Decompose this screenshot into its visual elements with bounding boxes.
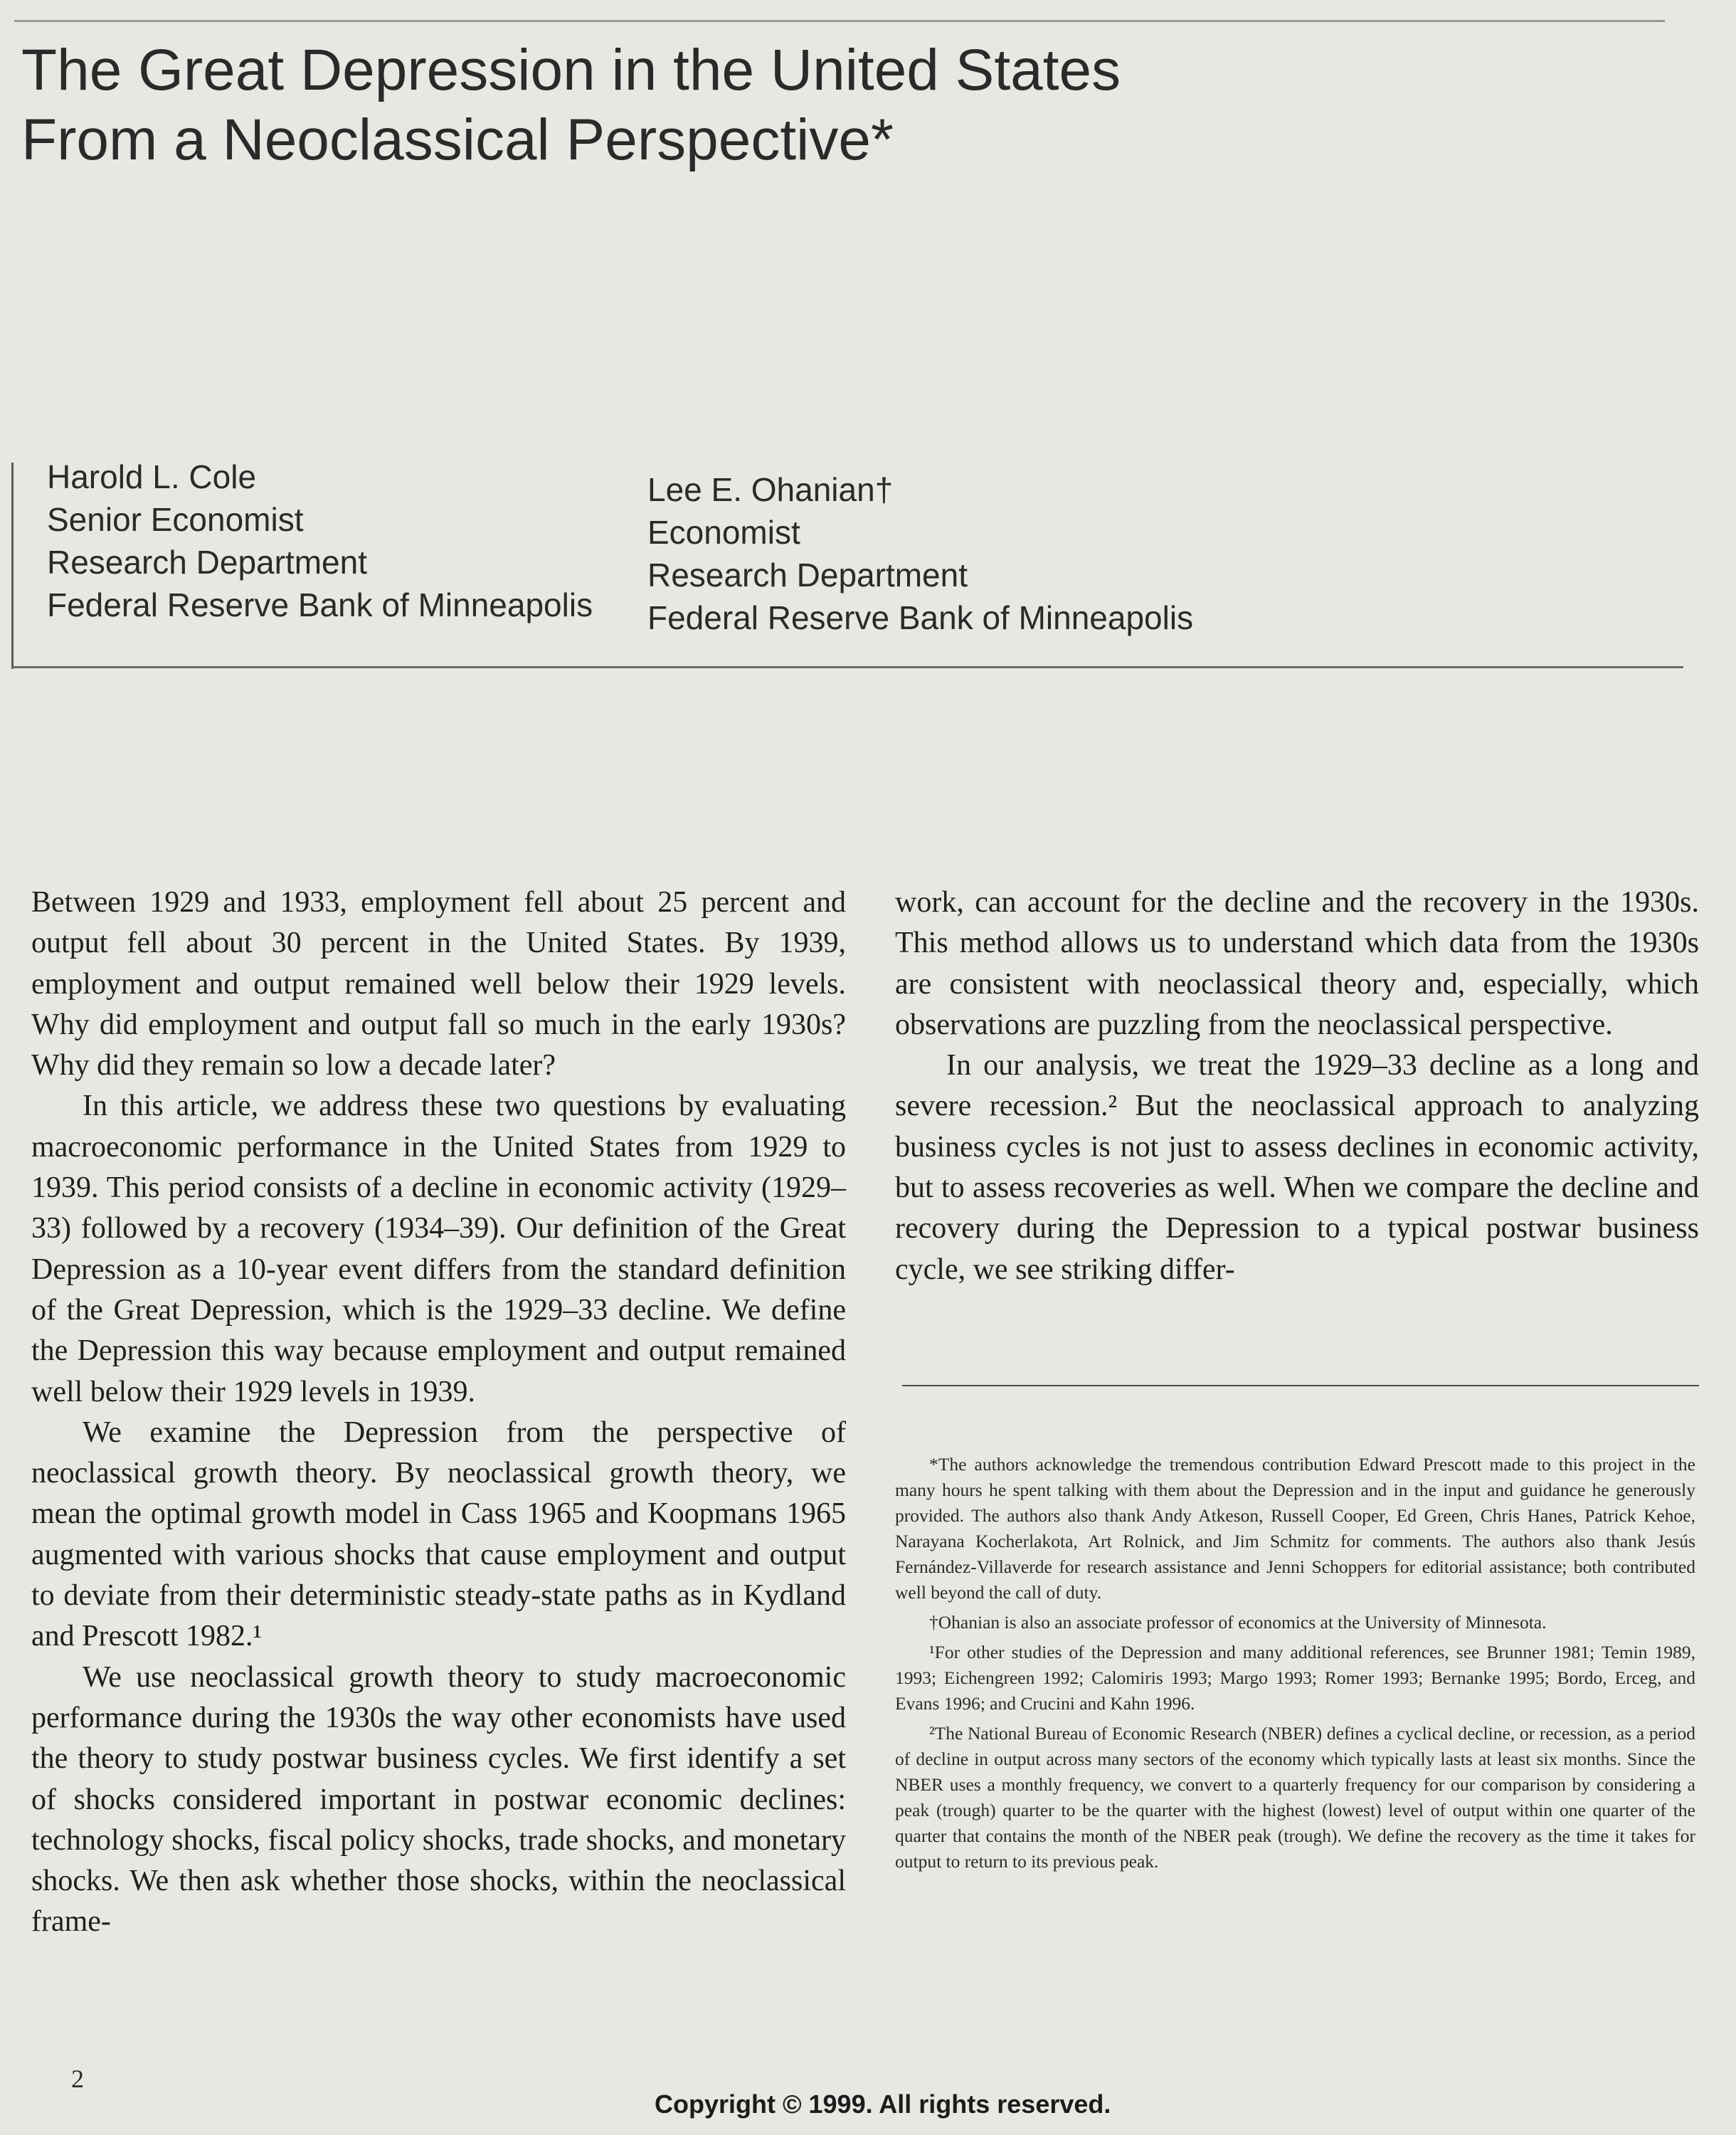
- body-paragraph: work, can account for the decline and the recovery in the 1930s. This method allows us to understand which data from the 1930s are consistent with neoclassical theory and, especially, which observations are puzzling from the neoclassical perspective.: [895, 886, 1699, 1041]
- copyright-notice: Copyright © 1999. All rights reserved.: [655, 2089, 1111, 2119]
- body-paragraph: In our analysis, we treat the 1929–33 decline as a long and severe recession.² But the neoclassical approach to analyzing business cycles is not just to assess declines in economic activity, but to assess recoveries as well. When we compare the decline and recovery during the Depression to a typical postwar business cycle, we see striking differ-: [895, 1049, 1699, 1286]
- author-name: Harold L. Cole: [47, 458, 257, 495]
- author-institution: Federal Reserve Bank of Minneapolis: [47, 586, 593, 623]
- header-rule: [11, 666, 1683, 668]
- footnote: †Ohanian is also an associate professor of economics at the University of Minnesota.: [929, 1612, 1547, 1633]
- footnote: ¹For other studies of the Depression and many additional references, see Brunner 1981; Temin 1989, 1993; Eichengreen 1992; Calomiris 1993; Margo 1993; Romer 1993; Bernanke 1995; Bordo, Erceg, and Evans 1996; and Crucini and Kahn 1996.: [895, 1642, 1695, 1714]
- body-paragraph: We use neoclassical growth theory to study macroeconomic performance during the 1930s the way other economists have used the theory to study postwar business cycles. We first identify a set of shocks considered important in postwar economic declines: technology shocks, fiscal policy shocks, trade shocks, and monetary shocks. We then ask whether those shocks, within the neoclassical frame-: [31, 1660, 846, 1939]
- author-institution: Federal Reserve Bank of Minneapolis: [647, 599, 1194, 636]
- footnote-rule: [902, 1385, 1699, 1386]
- author-department: Research Department: [647, 557, 968, 594]
- body-paragraph: We examine the Depression from the perspective of neoclassical growth theory. By neoclassical growth theory, we mean the optimal growth model in Cass 1965 and Koopmans 1965 augmented with various shocks that cause employment and output to deviate from their deterministic steady-state paths as in Kydland and Prescott 1982.¹: [31, 1416, 846, 1653]
- author-name: Lee E. Ohanian†: [647, 471, 894, 508]
- author-block-cole: [47, 455, 593, 626]
- footnote: *The authors acknowledge the tremendous contribution Edward Prescott made to this project in the many hours he spent talking with them about the Depression and in the input and guidance he generously provided. The authors also thank Andy Atkeson, Russell Cooper, Ed Green, Chris Hanes, Patrick Kehoe, Narayana Kocherlakota, Art Rolnick, and Jim Schmitz for comments. The authors also thank Jesús Fernández-Villaverde for research assistance and Jenni Schoppers for editorial assistance; both contributed well beyond the call of duty.: [895, 1454, 1695, 1603]
- body-paragraph: Between 1929 and 1933, employment fell about 25 percent and output fell about 30 percent in the United States. By 1939, employment and output remained well below their 1929 levels. Why did employment and output fall so much in the early 1930s? Why did they remain so low a decade later?: [31, 886, 846, 1082]
- title-line-1: The Great Depression in the United States: [21, 38, 1121, 102]
- footnote: ²The National Bureau of Economic Research (NBER) defines a cyclical decline, or recession, as a period of decline in output across many sectors of the economy which typically lasts at least six months. Since the NBER uses a monthly frequency, we convert to a quarterly frequency for our comparison by considering a peak (trough) quarter to be the quarter with the highest (lowest) level of output within one quarter of the quarter that contains the month of the NBER peak (trough). We define the recovery as the time it takes for output to return to its previous peak.: [895, 1723, 1695, 1872]
- author-department: Research Department: [47, 544, 367, 581]
- body-paragraph: In this article, we address these two questions by evaluating macroeconomic performance in the United States from 1929 to 1939. This period consists of a decline in economic activity (1929–33) followed by a recovery (1934–39). Our definition of the Great Depression as a 10-year event differs from the standard definition of the Great Depression, which is the 1929–33 decline. We define the Depression this way because employment and output remained well below their 1929 levels in 1939.: [31, 1090, 846, 1408]
- body-column-left: [31, 882, 846, 1943]
- body-column-right: [895, 882, 1699, 1290]
- top-rule: [14, 20, 1665, 22]
- author-block-rule: [11, 463, 14, 669]
- page-number: 2: [71, 2065, 84, 2093]
- footnotes: [895, 1452, 1695, 1879]
- author-block-ohanian: [647, 468, 1193, 639]
- article-title: [21, 36, 1302, 176]
- author-position: Economist: [647, 514, 800, 551]
- title-line-2: From a Neoclassical Perspective*: [21, 107, 894, 173]
- author-position: Senior Economist: [47, 501, 304, 538]
